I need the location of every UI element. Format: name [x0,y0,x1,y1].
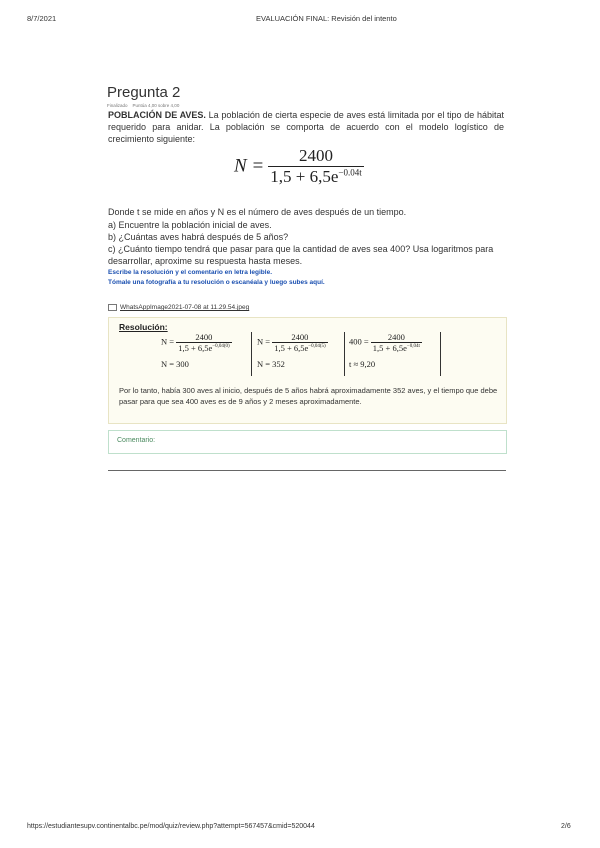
question-points: Puntúa 4,00 sobre 4,00 [132,103,180,108]
col1-lhs: N = [161,336,175,347]
print-url: https://estudiantesupv.continentalbc.pe/mod/quiz/review.php?attempt=567457&cmid=520044 [27,823,315,830]
print-page-number: 2/6 [561,823,571,830]
comment-label: Comentario: [117,437,156,444]
resolution-label: Resolución: [119,322,168,332]
col3-fraction [371,332,422,353]
col3-den-base: 1,5 + 6,5e [372,343,407,353]
col2-num: 2400 [272,332,327,343]
divider [108,470,506,471]
resolution-col-five-years [257,332,328,369]
resolution-image [108,317,507,424]
print-date: 8/7/2021 [27,14,57,23]
question-item-a: a) Encuentre la población inicial de aves. [108,220,272,230]
col2-lhs: N = [257,336,271,347]
question-intro-text: La población de cierta especie de aves está limitada por el tipo de hábitat requerido para anidar. La población se comporta de acuerdo con el modelo logístico de crecimiento siguiente: [108,110,504,145]
formula-lhs: N = [234,155,265,177]
col3-exp: −0,04t [406,344,420,350]
col3-den [371,343,422,353]
instruction-upload: Tómale una fotografía a tu resolución o escanéala y luego subes aquí. [108,279,325,286]
col2-fraction [272,332,327,353]
resolution-col-time [349,332,422,369]
formula-fraction [268,146,363,187]
attachment-link[interactable] [108,304,249,311]
col-divider [440,332,441,376]
col3-result: t ≈ 9,20 [349,359,376,369]
question-item-c: c) ¿Cuánto tiempo tendrá que pasar para que la cantidad de aves sea 400? Usa logaritmos para desarrollar, aproxime su respuesta hasta meses. [108,244,494,267]
question-lead: POBLACIÓN DE AVES. [108,110,206,120]
formula-exponent: −0.04t [338,167,362,178]
col2-exp: −0,04(5) [308,344,326,350]
resolution-col-initial [161,332,232,369]
col1-exp: −0,04(0) [212,344,230,350]
attachment-filename[interactable]: WhatsAppImage2021-07-08 at 11.29.54.jpeg [120,304,250,312]
col-divider [251,332,252,376]
col3-lhs: 400 = [349,336,369,347]
col1-result: N = 300 [161,359,189,369]
question-where: Donde t se mide en años y N es el número de aves después de un tiempo. [108,207,407,217]
instruction-legible: Escribe la resolución y el comentario en letra legible. [108,269,273,276]
question-item-b: b) ¿Cuántas aves habrá después de 5 años? [108,232,289,242]
question-intro [108,109,504,146]
formula-denominator-base: 1,5 + 6,5e [270,167,339,186]
col2-result: N = 352 [257,359,285,369]
logistic-formula [234,146,364,187]
col3-num: 2400 [371,332,422,343]
formula-denominator [268,167,363,187]
formula-numerator: 2400 [268,146,363,167]
col2-den [272,343,327,353]
print-page-title: EVALUACIÓN FINAL: Revisión del intento [256,14,397,23]
col1-fraction [176,332,231,353]
col1-den-base: 1,5 + 6,5e [178,343,213,353]
col1-den [176,343,231,353]
col-divider [344,332,345,376]
question-title: Pregunta 2 [107,84,181,101]
image-file-icon [108,304,117,311]
col2-den-base: 1,5 + 6,5e [274,343,309,353]
col1-num: 2400 [176,332,231,343]
resolution-conclusion: Por lo tanto, había 300 aves al inicio, después de 5 años habrá aproximadamente 352 aves, y el tiempo que debe pasar para que sea 400 aves es de 9 años y 2 meses aproximadamente. [119,386,498,406]
question-status: Finalizado [107,103,128,108]
comment-box [108,430,507,454]
question-meta [107,103,179,108]
